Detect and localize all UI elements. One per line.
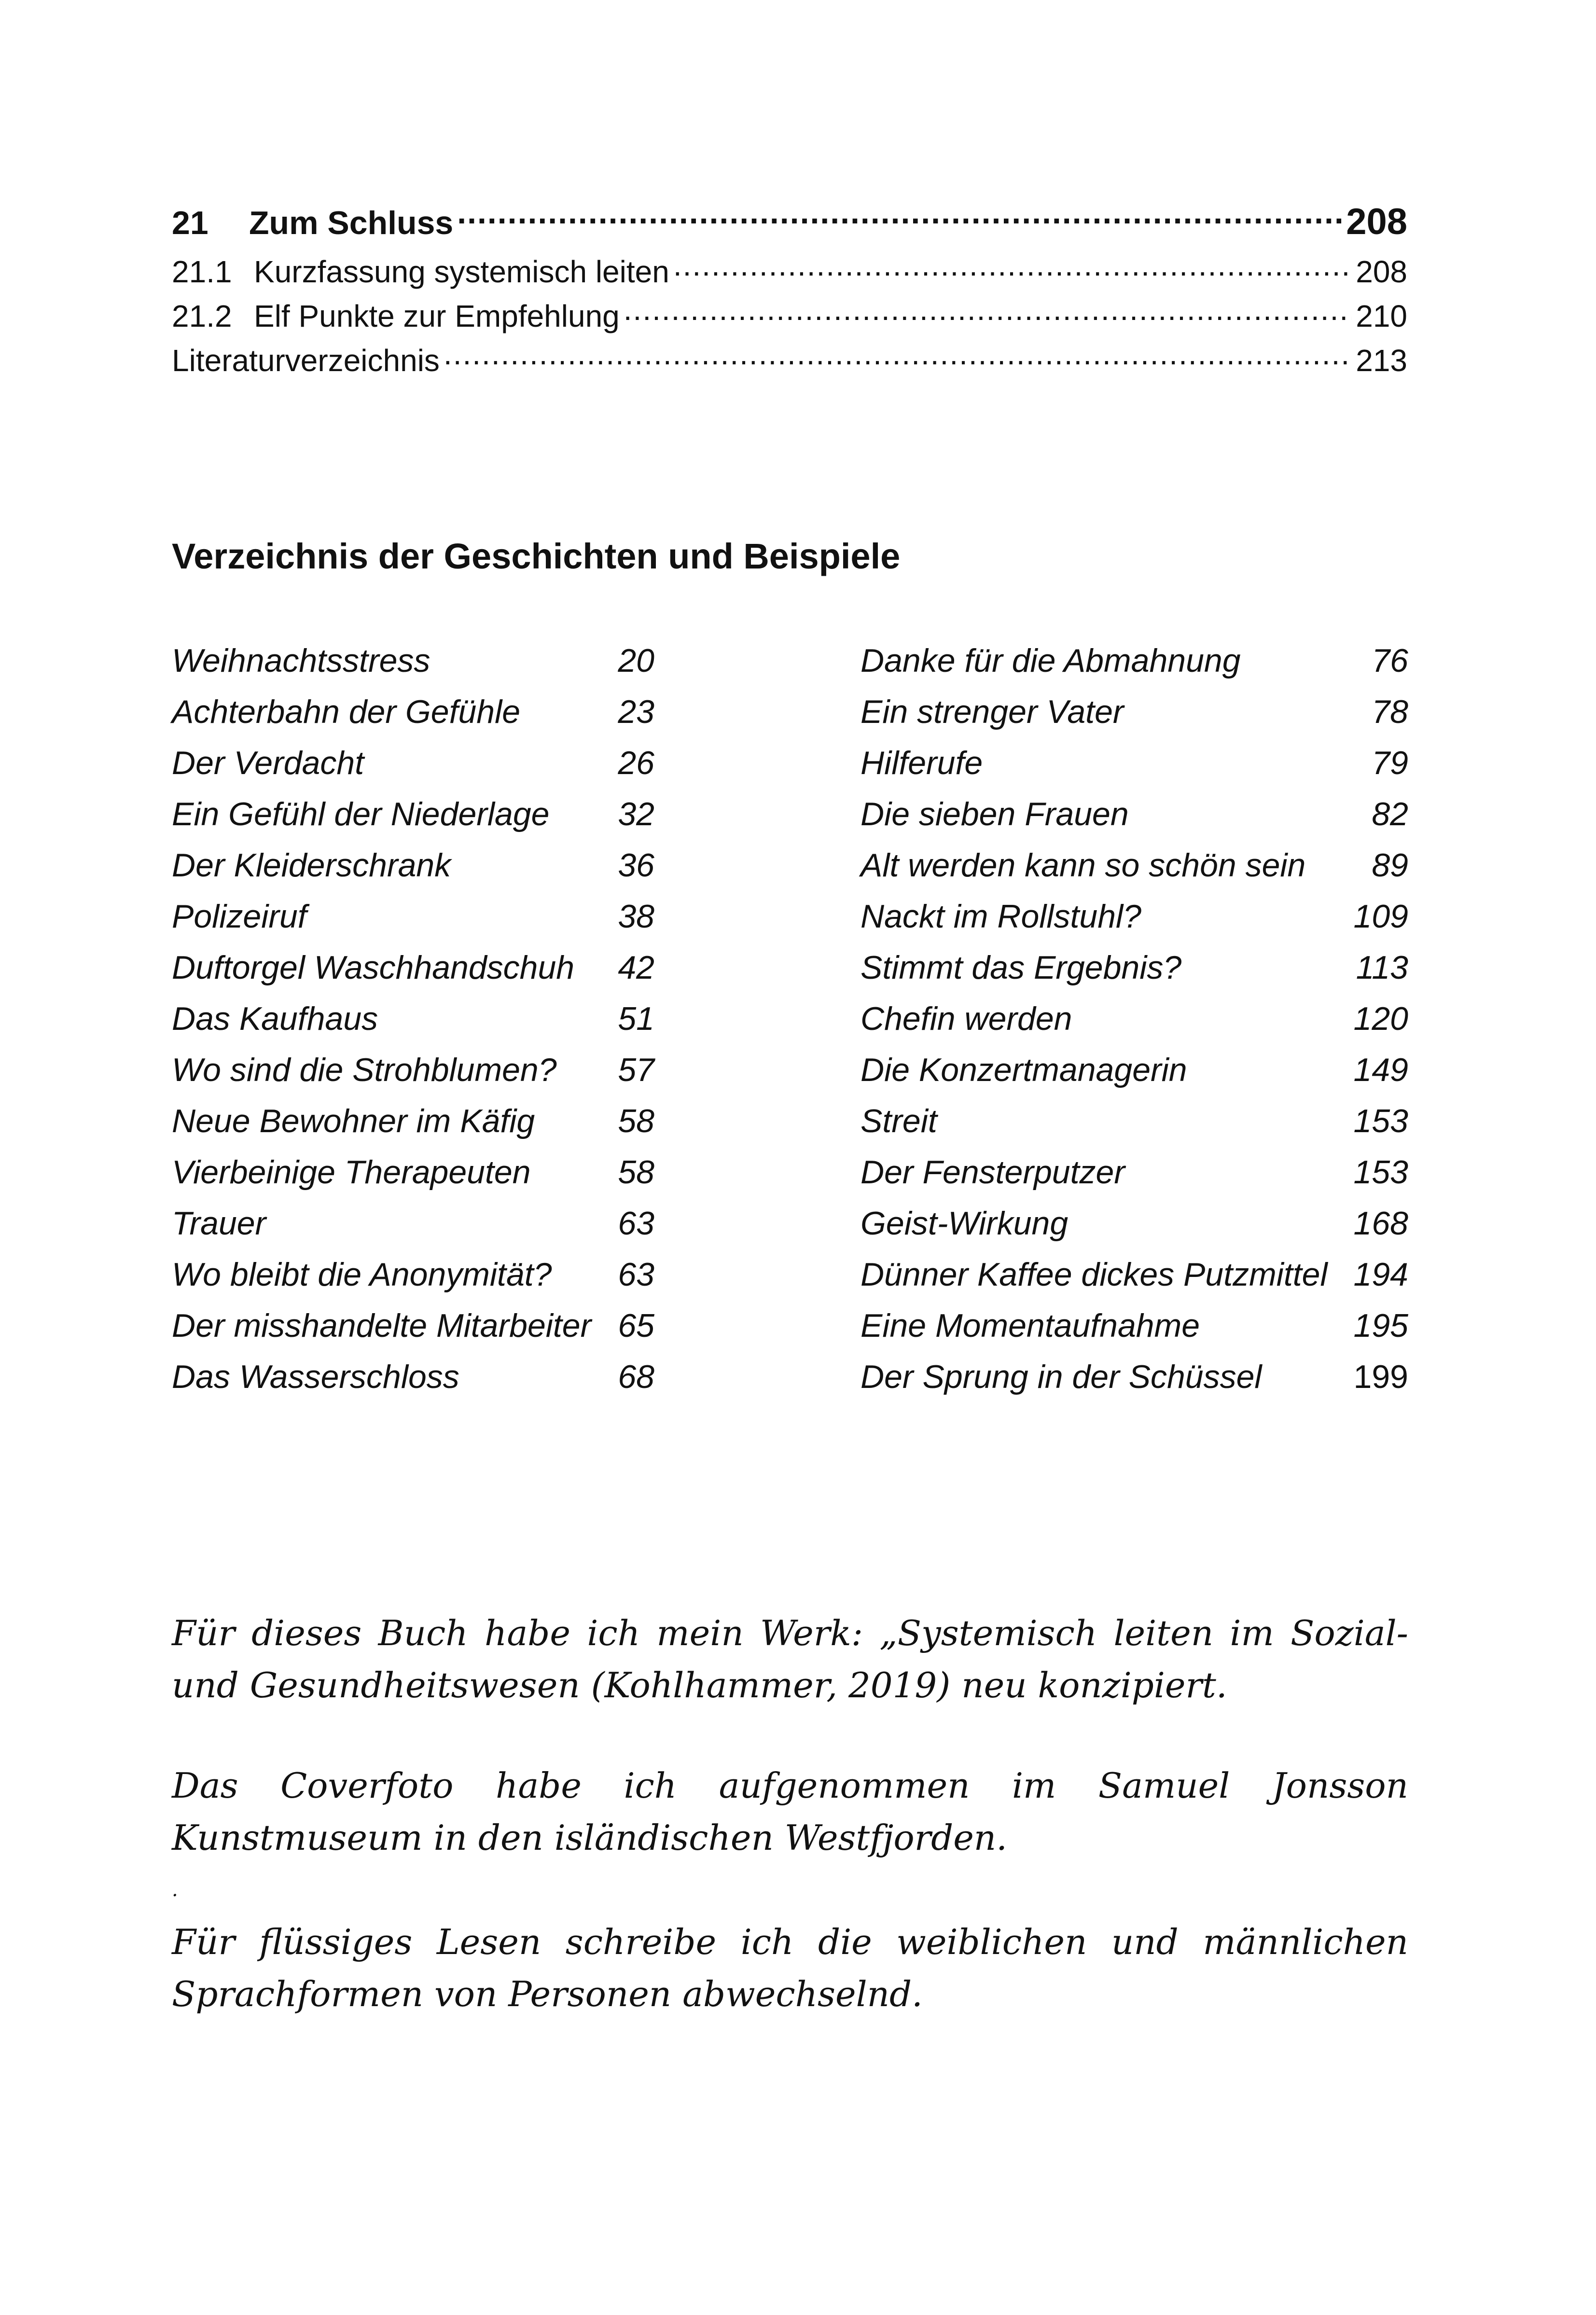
note-paragraph: Für flüssiges Lesen schreibe ich die weiblichen und männlichen Sprachformen von Personen abwechselnd. (172, 1922, 1408, 2014)
story-item[interactable] (172, 795, 654, 846)
story-title: Der misshandelte Mitarbeiter (172, 1307, 592, 1344)
toc-dot-leader (673, 251, 1352, 282)
note-paragraph: Das Coverfoto habe ich aufgenommen im Samuel Jonsson Kunstmuseum in den isländischen Westfjorden. (172, 1765, 1408, 1858)
story-item[interactable] (172, 1102, 654, 1153)
story-item[interactable] (860, 642, 1408, 693)
toc-dot-leader (624, 296, 1352, 327)
toc-entry-title: Literaturverzeichnis (172, 343, 440, 378)
story-page: 82 (1372, 796, 1408, 832)
story-page: 58 (618, 1154, 654, 1191)
story-page: 194 (1353, 1256, 1408, 1293)
note-paragraph: Für dieses Buch habe ich mein Werk: „Systemisch leiten im Sozial- und Gesundheitswesen (Kohlhammer, 2019) neu konzipiert. (172, 1613, 1408, 1705)
story-title: Weihnachtsstress (172, 642, 430, 679)
story-item[interactable] (860, 1358, 1408, 1409)
story-item[interactable] (860, 693, 1408, 744)
story-title: Ein Gefühl der Niederlage (172, 796, 550, 832)
story-title: Neue Bewohner im Käfig (172, 1103, 535, 1139)
story-title: Geist-Wirkung (860, 1205, 1069, 1242)
story-page: 42 (618, 949, 654, 986)
story-item[interactable] (172, 1205, 654, 1256)
story-item[interactable] (172, 846, 654, 898)
toc-chapter-page: 208 (1346, 201, 1407, 242)
toc-entry-page: 213 (1356, 343, 1407, 378)
story-title: Alt werden kann so schön sein (860, 847, 1306, 884)
toc-entry-number: 21.2 (172, 299, 232, 333)
stray-dot: . (172, 1879, 178, 1901)
story-title: Das Kaufhaus (172, 1000, 378, 1037)
story-page: 51 (618, 1000, 654, 1037)
toc-entry-page: 208 (1356, 254, 1407, 289)
story-title: Chefin werden (860, 1000, 1072, 1037)
story-title: Wo sind die Strohblumen? (172, 1052, 557, 1088)
author-notes (172, 1607, 1408, 2020)
story-item[interactable] (860, 898, 1408, 949)
story-page: 199 (1353, 1359, 1408, 1395)
story-page: 32 (618, 796, 654, 832)
story-item[interactable] (172, 898, 654, 949)
story-item[interactable] (172, 949, 654, 1000)
stories-heading: Verzeichnis der Geschichten und Beispiele (172, 536, 901, 576)
story-page: 57 (618, 1052, 654, 1088)
story-page: 109 (1353, 898, 1408, 935)
story-title: Ein strenger Vater (860, 693, 1124, 730)
story-item[interactable] (860, 949, 1408, 1000)
toc-entry-page: 210 (1356, 299, 1407, 333)
story-title: Nackt im Rollstuhl? (860, 898, 1141, 935)
story-page: 26 (618, 745, 654, 781)
story-item[interactable] (860, 1307, 1408, 1358)
story-page: 63 (618, 1256, 654, 1293)
story-title: Der Verdacht (172, 745, 364, 781)
story-item[interactable] (860, 1102, 1408, 1153)
toc-dot-leader (444, 340, 1352, 371)
story-item[interactable] (172, 744, 654, 795)
table-of-contents (172, 195, 1407, 383)
stories-left-column (172, 642, 654, 1409)
story-page: 113 (1356, 949, 1408, 986)
story-page: 23 (618, 693, 654, 730)
paragraph-spacer (172, 1711, 1408, 1760)
story-title: Duftorgel Waschhandschuh (172, 949, 575, 986)
story-item[interactable] (860, 846, 1408, 898)
story-page: 153 (1353, 1103, 1408, 1139)
story-item[interactable] (860, 744, 1408, 795)
toc-entry-title: Kurzfassung systemisch leiten (254, 254, 669, 289)
story-title: Streit (860, 1103, 937, 1139)
story-item[interactable] (860, 1256, 1408, 1307)
toc-entry-title: Elf Punkte zur Empfehlung (254, 299, 620, 333)
story-title: Das Wasserschloss (172, 1359, 459, 1395)
story-page: 79 (1372, 745, 1408, 781)
story-title: Der Sprung in der Schüssel (860, 1359, 1262, 1395)
story-page: 153 (1353, 1154, 1408, 1191)
story-title: Der Fensterputzer (860, 1154, 1125, 1191)
story-title: Vierbeinige Therapeuten (172, 1154, 531, 1191)
story-page: 168 (1353, 1205, 1408, 1242)
story-page: 63 (618, 1205, 654, 1242)
story-item[interactable] (860, 1000, 1408, 1051)
story-page: 89 (1372, 847, 1408, 884)
stories-right-column (860, 642, 1408, 1409)
story-title: Wo bleibt die Anonymität? (172, 1256, 552, 1293)
story-title: Die Konzertmanagerin (860, 1052, 1187, 1088)
story-page: 20 (618, 642, 654, 679)
story-item[interactable] (172, 1000, 654, 1051)
toc-dot-leader (457, 201, 1342, 234)
story-item[interactable] (172, 1051, 654, 1102)
story-page: 78 (1372, 693, 1408, 730)
story-title: Achterbahn der Gefühle (172, 693, 521, 730)
story-title: Polizeiruf (172, 898, 307, 935)
story-page: 76 (1372, 642, 1408, 679)
story-item[interactable] (860, 795, 1408, 846)
toc-chapter-title: Zum Schluss (249, 205, 454, 241)
story-item[interactable] (172, 1256, 654, 1307)
story-item[interactable] (172, 1358, 654, 1409)
toc-entry-row[interactable] (172, 294, 1407, 338)
story-title: Dünner Kaffee dickes Putzmittel (860, 1256, 1328, 1293)
story-page: 68 (618, 1359, 654, 1395)
story-page: 65 (618, 1307, 654, 1344)
story-item[interactable] (172, 1153, 654, 1205)
toc-entry-row[interactable] (172, 250, 1407, 294)
story-page: 58 (618, 1103, 654, 1139)
story-title: Danke für die Abmahnung (860, 642, 1241, 679)
story-title: Der Kleiderschrank (172, 847, 451, 884)
story-page: 36 (618, 847, 654, 884)
story-page: 38 (618, 898, 654, 935)
story-page: 120 (1353, 1000, 1408, 1037)
story-title: Hilferufe (860, 745, 983, 781)
story-item[interactable] (172, 693, 654, 744)
toc-entry-row[interactable] (172, 338, 1407, 383)
story-title: Stimmt das Ergebnis? (860, 949, 1182, 986)
toc-chapter-number: 21 (172, 205, 208, 241)
story-title: Die sieben Frauen (860, 796, 1129, 832)
toc-entry-number: 21.1 (172, 254, 232, 289)
story-item[interactable] (860, 1153, 1408, 1205)
story-title: Eine Momentaufnahme (860, 1307, 1200, 1344)
story-item[interactable] (172, 1307, 654, 1358)
story-page: 195 (1353, 1307, 1408, 1344)
story-page: 149 (1353, 1052, 1408, 1088)
story-title: Trauer (172, 1205, 266, 1242)
story-item[interactable] (860, 1051, 1408, 1102)
story-item[interactable] (172, 642, 654, 693)
story-item[interactable] (860, 1205, 1408, 1256)
toc-chapter-row[interactable] (172, 195, 1407, 250)
